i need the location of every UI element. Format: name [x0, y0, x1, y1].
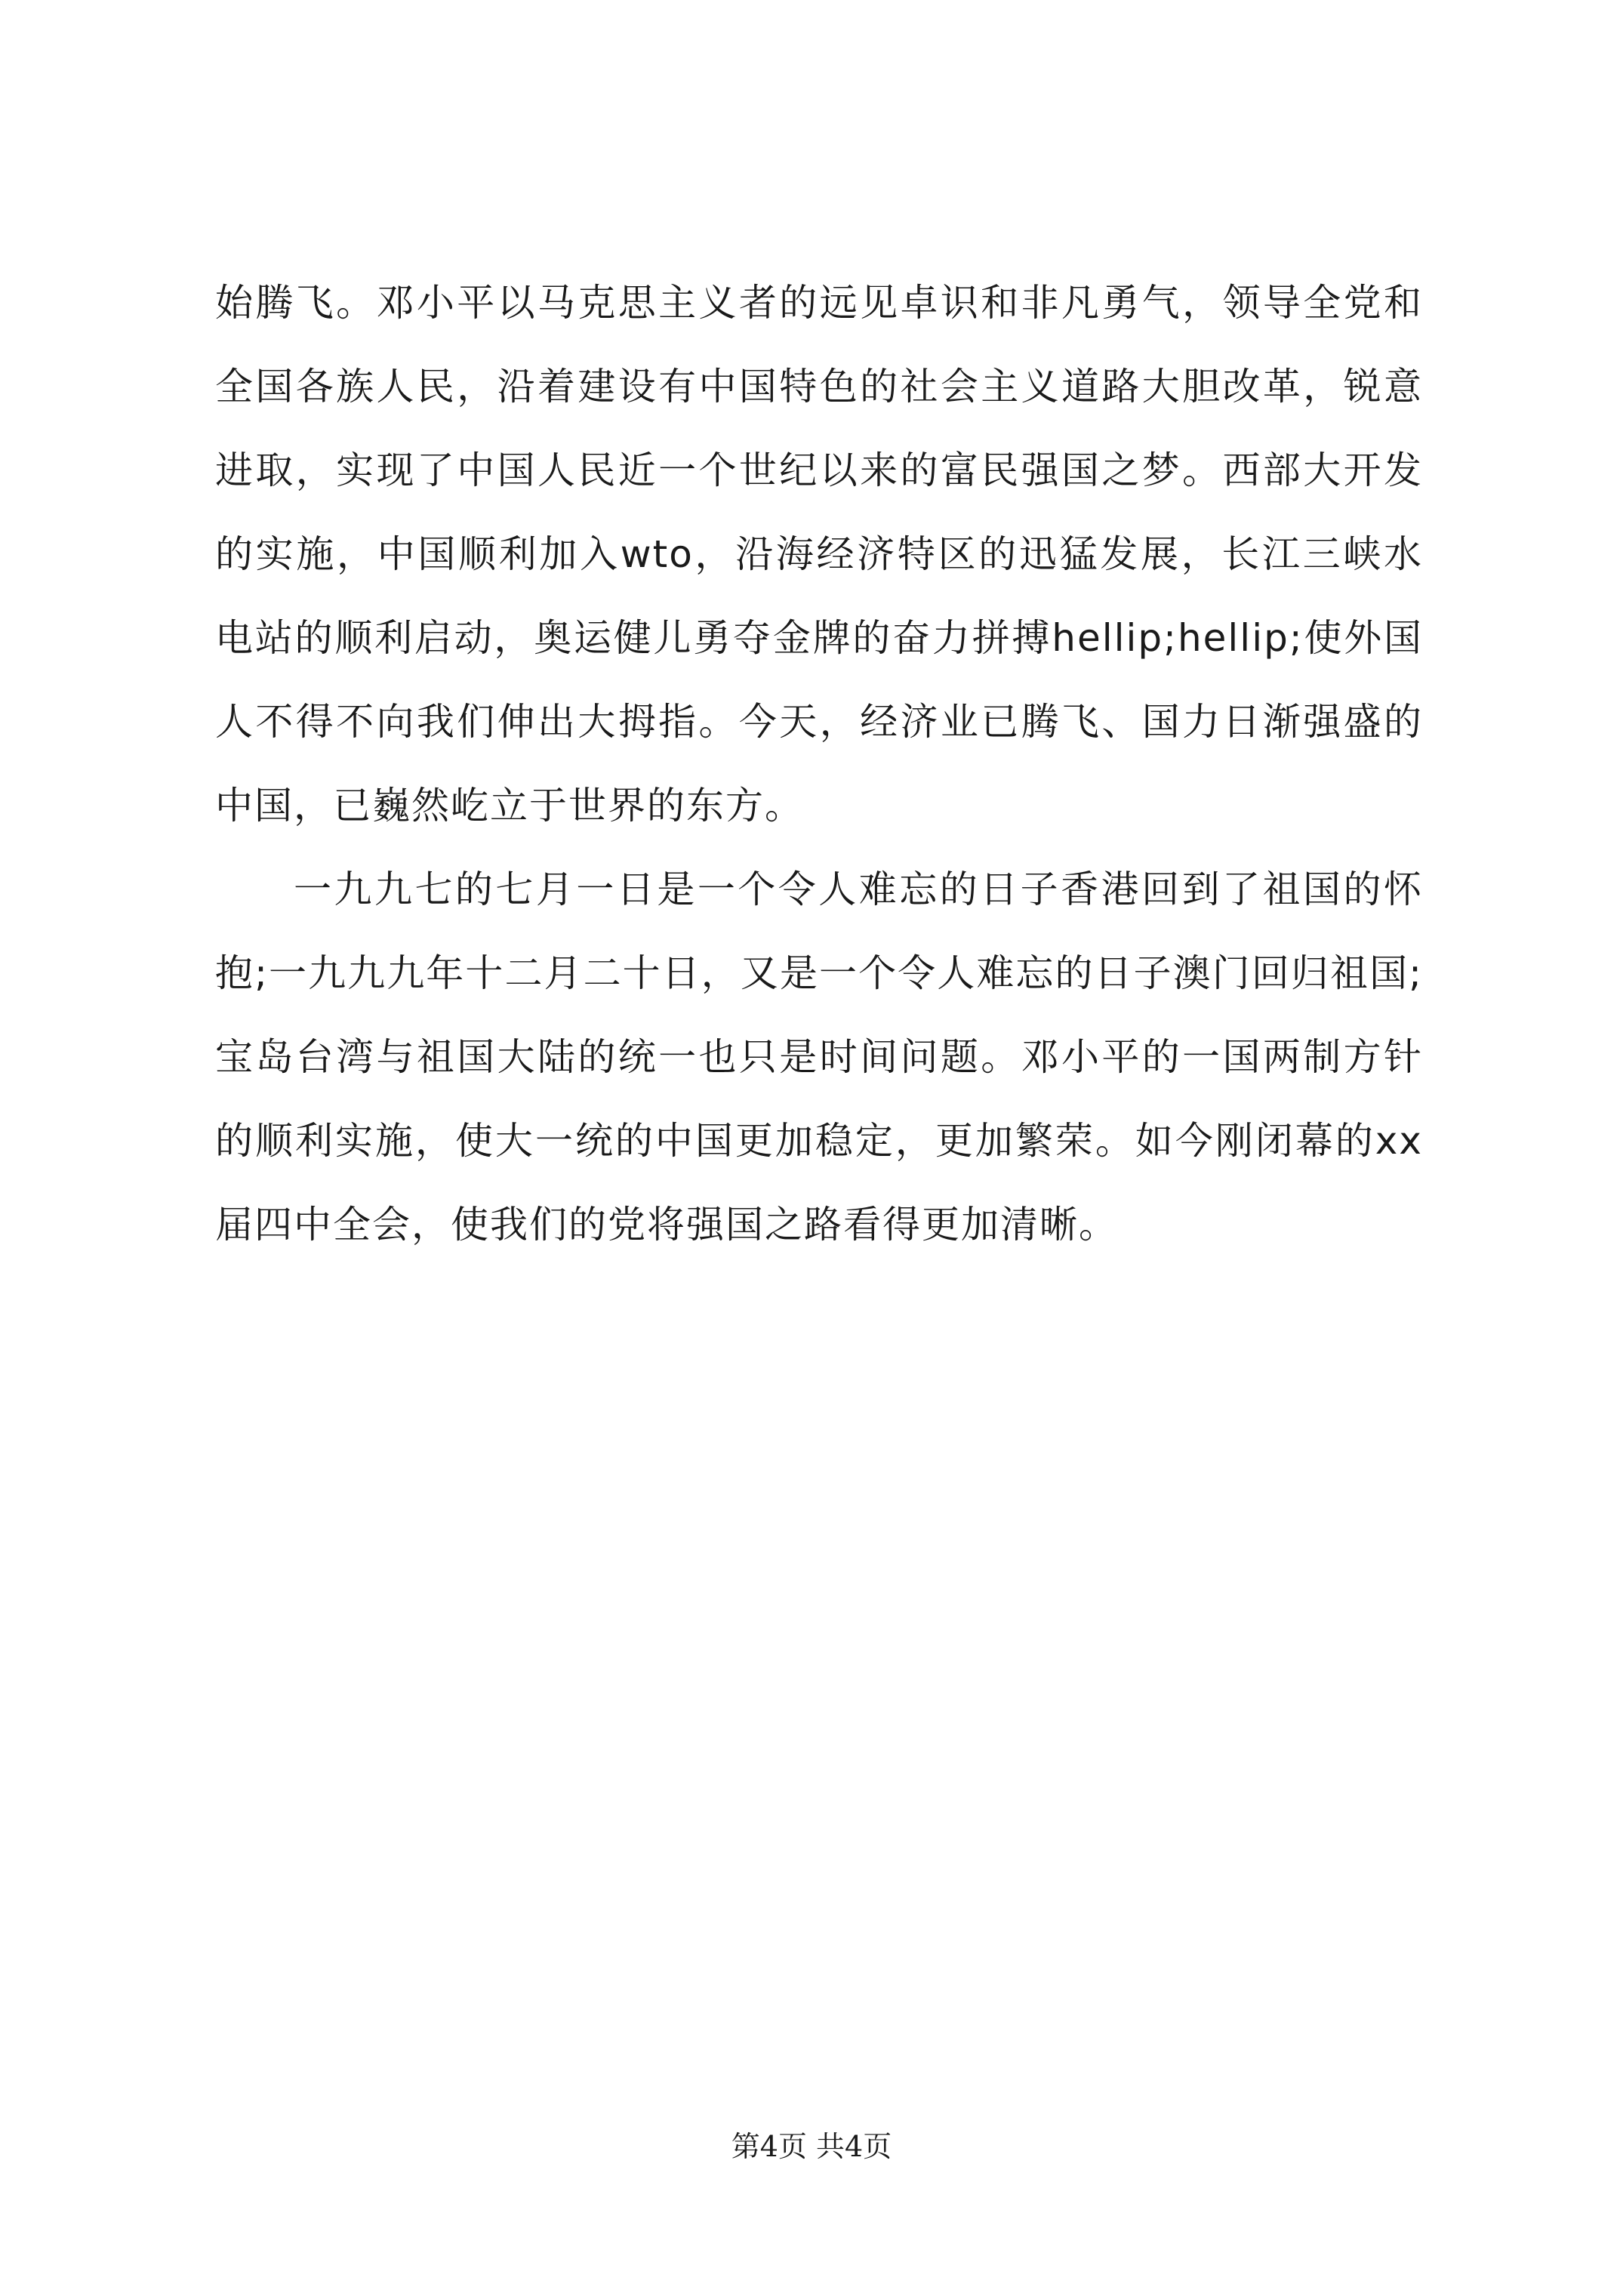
page-number-footer: 第4页 共4页 — [731, 2130, 892, 2163]
paragraph-reunification: 一九九七的七月一日是一个令人难忘的日子香港回到了祖国的怀抱;一九九九年十二月二十日，又是一个令人难忘的日子澳门回归祖国;宝岛台湾与祖国大陆的统一也只是时间问题。邓小平的一国两制方针的顺利实施，使大一统的中国更加稳定，更加繁荣。如今刚闭幕的xx届四中全会，使我们的党将强国之路看得更加清晰。 — [215, 868, 1423, 1247]
paragraph-continuation: 始腾飞。邓小平以马克思主义者的远见卓识和非凡勇气，领导全党和全国各族人民，沿着建设有中国特色的社会主义道路大胆改革，锐意进取，实现了中国人民近一个世纪以来的富民强国之梦。西部大开发的实施，中国顺利加入wto，沿海经济特区的迅猛发展，长江三峡水电站的顺利启动，奥运健儿勇夺金牌的奋力拼搏hellip;hellip;使外国人不得不向我们伸出大拇指。今天，经济业已腾飞、国力日渐强盛的中国，已巍然屹立于世界的东方。 — [215, 281, 1423, 827]
document-body — [215, 261, 1423, 1267]
